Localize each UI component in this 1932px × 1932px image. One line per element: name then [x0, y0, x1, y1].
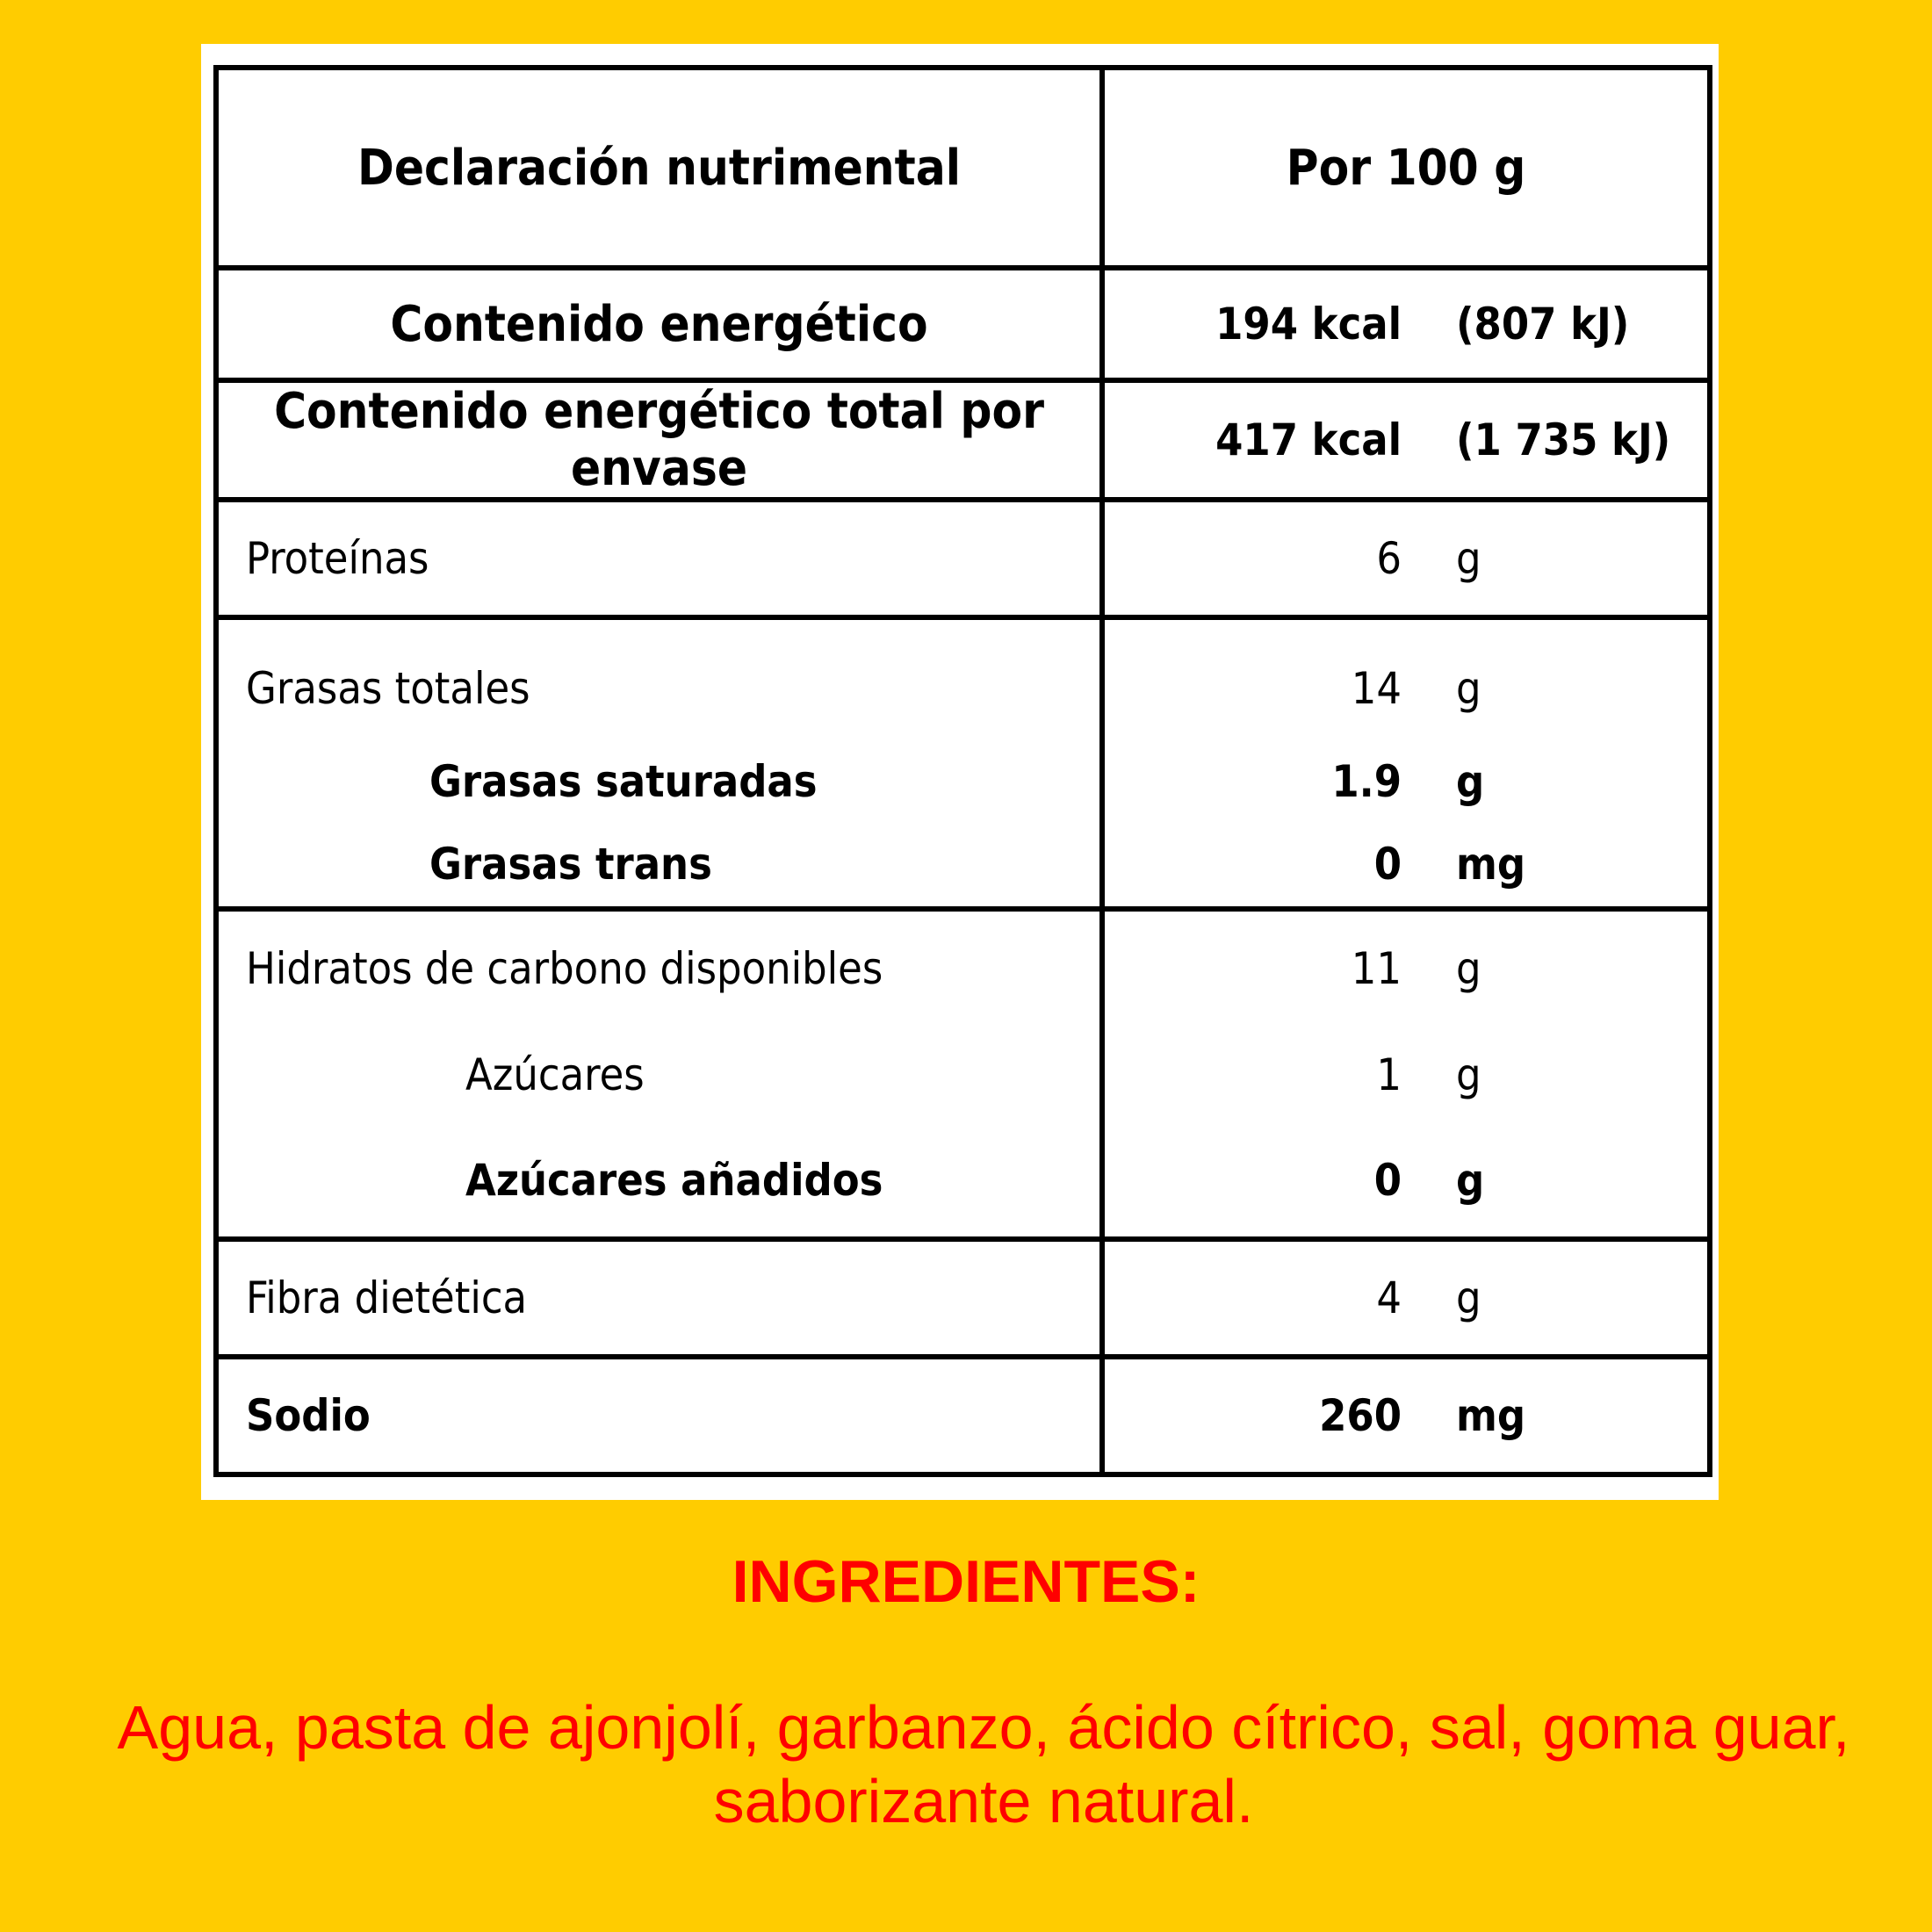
fat-saturated-unit: g — [1456, 756, 1485, 807]
protein-value: 6 — [1376, 533, 1402, 584]
energy-kj: (807 kJ) — [1456, 299, 1630, 350]
fat-total-label: Grasas totales — [246, 663, 530, 714]
fat-trans-unit: mg — [1456, 839, 1526, 890]
sugars-unit: g — [1456, 1049, 1481, 1100]
added-sugars-label: Azúcares añadidos — [465, 1155, 883, 1206]
carbs-unit: g — [1456, 943, 1481, 994]
sodium-label: Sodio — [216, 1357, 1102, 1474]
energy-total-values — [1102, 380, 1710, 500]
header-label: Declaración nutrimental — [216, 68, 1102, 268]
carbs-label: Hidratos de carbono disponibles — [246, 943, 883, 994]
sodium-unit: mg — [1456, 1390, 1526, 1441]
table-header-row — [216, 68, 1710, 268]
energy-row — [216, 268, 1710, 380]
energy-label: Contenido energético — [216, 268, 1102, 380]
energy-total-label: Contenido energético total por envase — [216, 380, 1102, 500]
protein-unit: g — [1456, 533, 1481, 584]
protein-row — [216, 500, 1710, 617]
carbs-row — [216, 909, 1710, 1239]
carbs-labels — [216, 909, 1102, 1239]
energy-total-row — [216, 380, 1710, 500]
fiber-label: Fibra dietética — [216, 1239, 1102, 1357]
protein-values — [1102, 500, 1710, 617]
added-sugars-unit: g — [1456, 1155, 1485, 1206]
fat-trans-label: Grasas trans — [429, 839, 712, 890]
ingredients-title: INGREDIENTES: — [732, 1548, 1200, 1615]
header-value: Por 100 g — [1102, 68, 1710, 268]
ingredients-text: Agua, pasta de ajonjolí, garbanzo, ácido cítrico, sal, goma guar, saborizante natural. — [117, 1693, 1850, 1835]
fat-labels — [216, 617, 1102, 909]
energy-kcal: 194 kcal — [1215, 299, 1402, 350]
fiber-values — [1102, 1239, 1710, 1357]
nutrition-table — [213, 65, 1712, 1477]
fiber-unit: g — [1456, 1272, 1481, 1323]
sodium-row — [216, 1357, 1710, 1474]
sodium-values — [1102, 1357, 1710, 1474]
fat-saturated-label: Grasas saturadas — [429, 756, 818, 807]
fat-saturated-value: 1.9 — [1331, 756, 1402, 807]
fat-row — [216, 617, 1710, 909]
fat-values — [1102, 617, 1710, 909]
sugars-label: Azúcares — [465, 1049, 645, 1100]
energy-total-kj: (1 735 kJ) — [1456, 415, 1671, 465]
carbs-values — [1102, 909, 1710, 1239]
fat-total-value: 14 — [1351, 663, 1402, 714]
energy-values — [1102, 268, 1710, 380]
energy-total-kcal: 417 kcal — [1215, 415, 1402, 465]
fat-total-unit: g — [1456, 663, 1481, 714]
sugars-value: 1 — [1376, 1049, 1402, 1100]
fiber-row — [216, 1239, 1710, 1357]
fat-trans-value: 0 — [1373, 839, 1402, 890]
added-sugars-value: 0 — [1373, 1155, 1402, 1206]
fiber-value: 4 — [1376, 1272, 1402, 1323]
protein-label: Proteínas — [216, 500, 1102, 617]
carbs-value: 11 — [1351, 943, 1402, 994]
sodium-value: 260 — [1319, 1390, 1402, 1441]
